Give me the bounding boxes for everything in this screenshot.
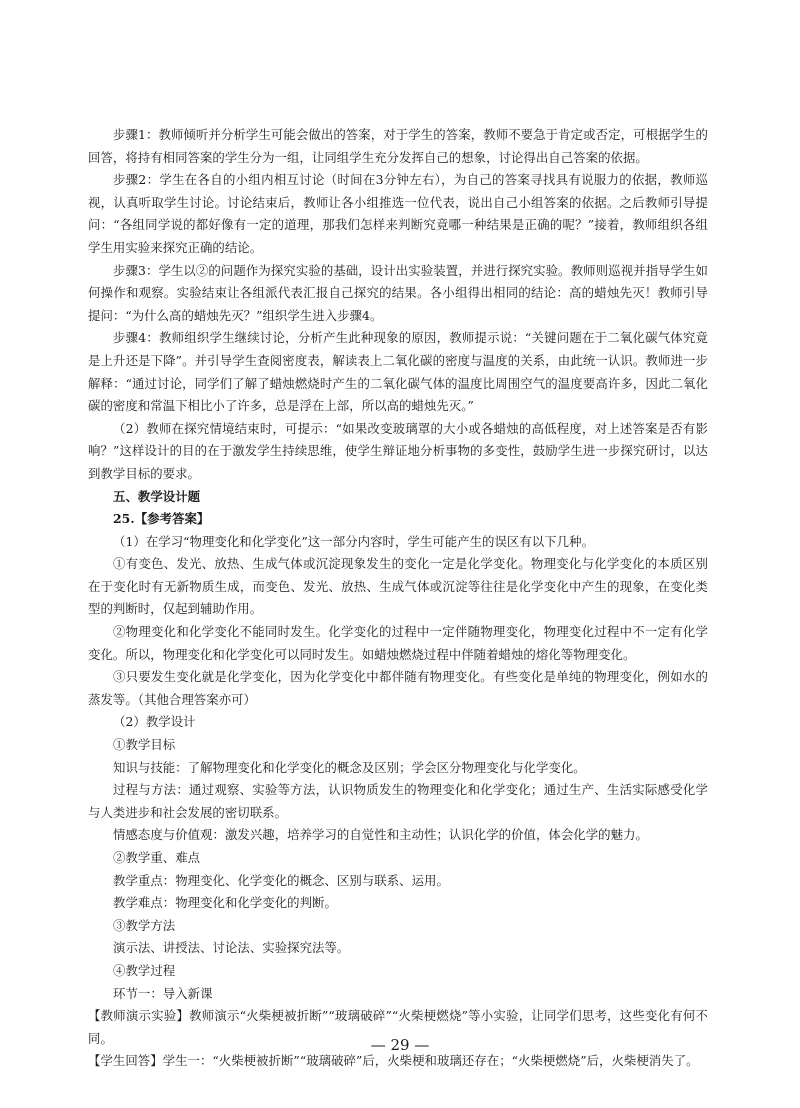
paragraph-misconception-3: ③只要发生变化就是化学变化，因为化学变化中都伴随有物理变化。有些变化是单纯的物理变化，例如水的蒸发等。（其他合理答案亦可） bbox=[88, 669, 708, 707]
paragraph-difficult-point: 教学难点：物理变化和化学变化的判断。 bbox=[113, 895, 337, 911]
section-heading: 五、教学设计题 bbox=[113, 488, 201, 504]
paragraph-extension: （2）教师在探究情境结束时，可提示：“如果改变玻璃罩的大小或各蜡烛的高低程度，对上述答案是否有影响？”这样设计的目的在于激发学生持续思维，使学生辩证地分析事物的多变性，鼓励学生进一步探究研讨，以达到教学目标的要求。 bbox=[88, 420, 708, 481]
paragraph-misconceptions-intro: （1）在学习“物理变化和化学变化”这一部分内容时，学生可能产生的误区有以下几种。 bbox=[113, 533, 595, 549]
paragraph-stage-1: 环节一：导入新课 bbox=[113, 985, 213, 1001]
subheading-key-points: ②教学重、难点 bbox=[113, 850, 201, 865]
paragraph-step-1: 步骤1：教师倾听并分析学生可能会做出的答案，对于学生的答案，教师不要急于肯定或否定，可根据学生的回答，将持有相同答案的学生分为一组，让同组学生充分发挥自己的想象，讨论得出自己答案的依据。 bbox=[88, 127, 708, 165]
paragraph-step-2: 步骤2：学生在各自的小组内相互讨论（时间在3分钟左右），为自己的答案寻找具有说服力的依据，教师巡视，认真听取学生讨论。讨论结束后，教师让各小组推选一位代表，说出自己小组答案的依据。之后教师引导提问：“各组同学说的都好像有一定的道理，那我们怎样来判断究竟哪一种结果是正确的呢？”接着，教师组织各组学生用实验来探究正确的结论。 bbox=[88, 172, 708, 255]
document-body bbox=[88, 124, 708, 1073]
paragraph-methods: 演示法、讲授法、讨论法、实验探究法等。 bbox=[113, 940, 350, 956]
paragraph-key-point: 教学重点：物理变化、化学变化的概念、区别与联系、运用。 bbox=[113, 872, 449, 888]
paragraph-goal-knowledge: 知识与技能：了解物理变化和化学变化的概念及区别；学会区分物理变化与化学变化。 bbox=[113, 759, 586, 775]
paragraph-student-answer: 【学生回答】学生一：“火柴梗被折断”“玻璃破碎”后，火柴梗和玻璃还存在；“火柴梗燃烧”后，火柴梗消失了。 bbox=[88, 1053, 699, 1069]
page-number: — 29 — bbox=[370, 1036, 430, 1054]
paragraph-step-3: 步骤3：学生以②的问题作为探究实验的基础，设计出实验装置，并进行探究实验。教师则巡视并指导学生如何操作和观察。实验结束让各组派代表汇报自己探究的结果。各小组得出相同的结论：高的蜡烛先灭！教师引导提问：“为什么高的蜡烛先灭？”组织学生进入步骤4。 bbox=[88, 262, 708, 323]
paragraph-misconception-2: ②物理变化和化学变化不能同时发生。化学变化的过程中一定伴随物理变化，物理变化过程中不一定有化学变化。所以，物理变化和化学变化可以同时发生。如蜡烛燃烧过程中伴随着蜡烛的熔化等物理变化。 bbox=[88, 624, 708, 662]
paragraph-goal-process: 过程与方法：通过观察、实验等方法，认识物质发生的物理变化和化学变化；通过生产、生活实际感受化学与人类进步和社会发展的密切联系。 bbox=[88, 782, 708, 820]
paragraph-teacher-demo: 【教师演示实验】教师演示“火柴梗被折断”“玻璃破碎”“火柴梗燃烧”等小实验，让同学们思考，这些变化有何不同。 bbox=[88, 1008, 708, 1046]
paragraph-misconception-1: ①有变色、发光、放热、生成气体或沉淀现象发生的变化一定是化学变化。物理变化与化学变化的本质区别在于变化时有无新物质生成，而变色、发光、放热、生成气体或沉淀等往往是化学变化中产生的现象，在变化类型的判断时，仅起到辅助作用。 bbox=[88, 556, 708, 617]
paragraph-goal-attitude: 情感态度与价值观：激发兴趣，培养学习的自觉性和主动性；认识化学的价值，体会化学的魅力。 bbox=[113, 827, 648, 843]
subheading-teaching-process: ④教学过程 bbox=[113, 962, 176, 978]
paragraph-step-4: 步骤4：教师组织学生继续讨论，分析产生此种现象的原因，教师提示说：“关键问题在于二氧化碳气体究竟是上升还是下降”。并引导学生查阅密度表，解读表上二氧化碳的密度与温度的关系，由此统一认识。教师进一步解释：“通过讨论，同学们了解了蜡烛燃烧时产生的二氧化碳气体的温度比周围空气的温度要高许多，因此二氧化碳的密度和常温下相比小了许多，总是浮在上部，所以高的蜡烛先灭。” bbox=[88, 330, 708, 414]
subheading-teaching-design: （2）教学设计 bbox=[113, 714, 196, 730]
subheading-teaching-goals: ①教学目标 bbox=[113, 737, 176, 753]
subheading-teaching-methods: ③教学方法 bbox=[113, 917, 176, 933]
answer-heading: 25.【参考答案】 bbox=[113, 511, 210, 527]
